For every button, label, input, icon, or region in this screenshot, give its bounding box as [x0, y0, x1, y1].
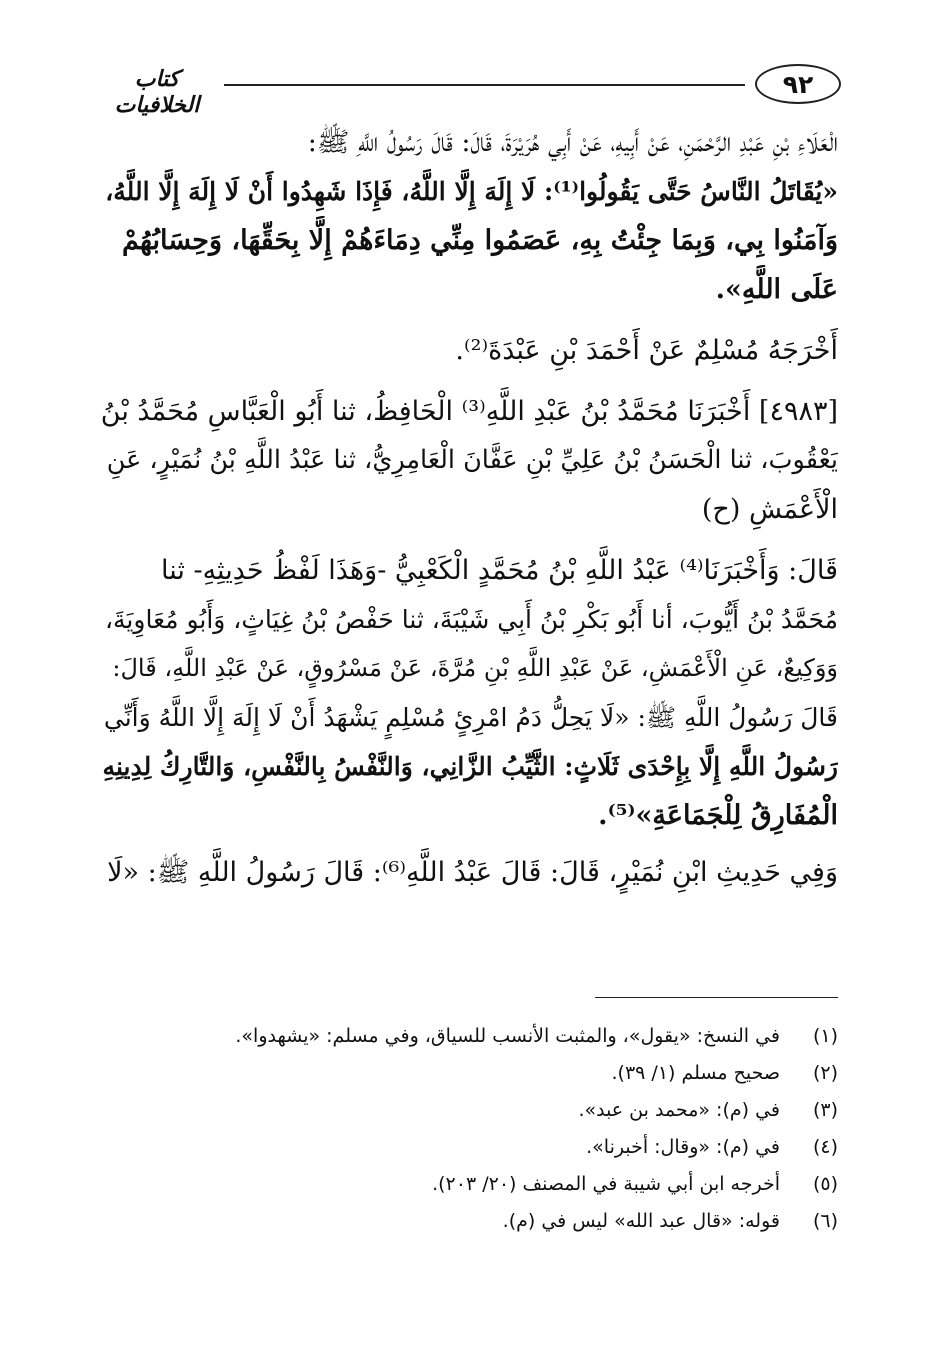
footnote-item: [200, 1055, 838, 1092]
page-number-badge: [755, 64, 841, 104]
main-text: [100, 118, 838, 897]
footnote-text: في (م): «وقال: أخبرنا».: [586, 1136, 780, 1158]
footnotes: [200, 1018, 838, 1240]
text-line: الْمُفَارِقُ لِلْجَمَاعَةِ»⁽⁵⁾.: [598, 800, 838, 831]
text-line: يَعْقُوبَ، ثنا الْحَسَنُ بْنُ عَلِيِّ بْنِ عَفَّانَ الْعَامِرِيُّ، ثنا عَبْدُ اللَّهِ بْنُ نُمَيْرٍ، عَنِ: [106, 445, 838, 475]
text-line: وَوَكِيعٌ، عَنِ الْأَعْمَشِ، عَنْ عَبْدِ اللَّهِ بْنِ مُرَّةَ، عَنْ مَسْرُوقٍ، عَنْ عَبْدِ اللَّهِ، قَالَ:: [112, 654, 838, 682]
text-line: وَفِي حَدِيثِ ابْنِ نُمَيْرٍ، قَالَ: قَالَ عَبْدُ اللَّهِ⁽⁶⁾: قَالَ رَسُولُ اللَّهِ ﷺ: «لَا: [107, 857, 838, 888]
footnote-text: في النسخ: «يقول»، والمثبت الأنسب للسياق، وفي مسلم: «يشهدوا».: [235, 1025, 780, 1047]
footnote-text: قوله: «قال عبد الله» ليس في (م).: [502, 1210, 780, 1232]
header-rule: [224, 84, 745, 86]
footnote-number: (٤): [812, 1136, 838, 1158]
footnote-number: (٦): [812, 1210, 838, 1232]
book-title: كتاب الخلافيات: [114, 66, 200, 118]
footnote-text: في (م): «محمد بن عبد».: [578, 1099, 780, 1121]
text-line: مُحَمَّدُ بْنُ أَيُّوبَ، أنا أَبُو بَكْرِ بْنُ أَبِي شَيْبَةَ، ثنا حَفْصُ بْنُ غِيَاثٍ، وَأَبُو مُعَاوِيَةَ،: [104, 605, 838, 634]
text-line: قَالَ رَسُولُ اللَّهِ ﷺ: «لَا يَحِلُّ دَمُ امْرِئٍ مُسْلِمٍ يَشْهَدُ أَنْ لَا إِلَهَ إِلَّا اللَّهُ وَأَنِّي: [103, 703, 838, 732]
text-line: عَلَى اللَّهِ».: [715, 274, 838, 305]
page-number: ٩٢: [782, 69, 814, 99]
footnote-item: [200, 1129, 838, 1166]
hadith-number-line: [٤٩٨٣] أَخْبَرَنَا مُحَمَّدُ بْنُ عَبْدِ اللَّهِ⁽³⁾ الْحَافِظُ، ثنا أَبُو الْعَبَّاسِ مُحَمَّدُ بْنُ: [100, 396, 838, 427]
footnote-item: [200, 1092, 838, 1129]
text-line: قَالَ: وَأَخْبَرَنَا⁽⁴⁾ عَبْدُ اللَّهِ بْنُ مُحَمَّدٍ الْكَعْبِيُّ -وَهَذَا لَفْظُ حَدِيثِهِ- ثنا: [160, 555, 838, 586]
footnote-item: [200, 1203, 838, 1240]
page-header: [96, 60, 841, 118]
text-line: وَآمَنُوا بِي، وَبِمَا جِئْتُ بِهِ، عَصَمُوا مِنِّي دِمَاءَهُمْ إِلَّا بِحَقِّهَا، وَحِسَابُهُمْ: [122, 225, 838, 256]
footnote-text: صحيح مسلم (١/ ٣٩).: [611, 1062, 780, 1084]
text-line: أَخْرَجَهُ مُسْلِمٌ عَنْ أَحْمَدَ بْنِ عَبْدَةَ⁽²⁾.: [455, 335, 838, 366]
text-line: الْأَعْمَشِ (ح): [701, 494, 838, 525]
text-line: رَسُولُ اللَّهِ إِلَّا بِإِحْدَى ثَلَاثٍ: الثَّيِّبُ الزَّانِي، وَالنَّفْسُ بِالنَّفْسِ، وَالتَّارِكُ لِدِينِهِ: [102, 752, 838, 781]
footnote-separator: [595, 997, 838, 998]
text-line: الْعَلَاءِ بْنِ عَبْدِ الرَّحْمَنِ، عَنْ أَبِيهِ، عَنْ أَبِي هُرَيْرَةَ، قَالَ: قَالَ رَسُولُ اللَّهِ ﷺ:: [307, 127, 838, 158]
footnote-number: (٢): [812, 1062, 838, 1084]
text-line: «يُقَاتَلُ النَّاسُ حَتَّى يَقُولُوا⁽¹⁾: لَا إِلَهَ إِلَّا اللَّهُ، فَإِذَا شَهِدُوا أَنْ لَا إِلَهَ إِلَّا اللَّهُ،: [105, 177, 838, 206]
footnote-number: (١): [812, 1025, 838, 1047]
footnote-item: [200, 1018, 838, 1055]
footnote-item: [200, 1166, 838, 1203]
footnote-text: أخرجه ابن أبي شيبة في المصنف (٢٠/ ٢٠٣).: [432, 1173, 780, 1195]
footnote-number: (٣): [812, 1099, 838, 1121]
footnote-number: (٥): [812, 1173, 838, 1195]
